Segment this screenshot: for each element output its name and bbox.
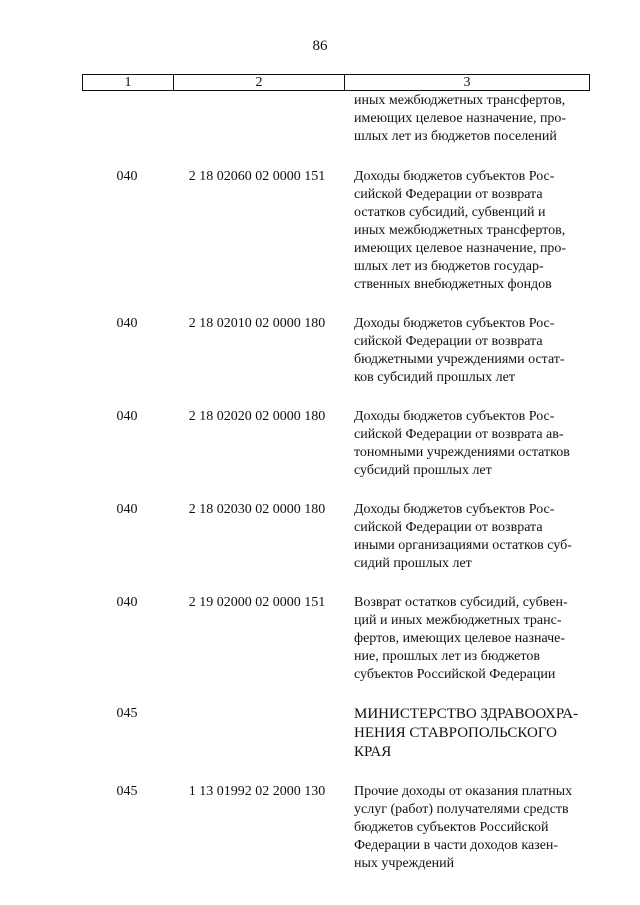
row-ministry-name [342, 705, 590, 762]
table-row [82, 315, 590, 387]
row-code [82, 92, 172, 146]
row-budget-classification-code: 2 19 02000 02 0000 151 [188, 595, 326, 610]
description-line: субъектов Российской Федерации [354, 667, 556, 682]
description-line: Федерации в части доходов казен- [354, 838, 559, 853]
description-line: фертов, имеющих целевое назначе- [354, 631, 566, 646]
table-row [82, 501, 590, 573]
description-line: Доходы бюджетов субъектов Рос- [354, 502, 555, 517]
description-line: ственных внебюджетных фондов [354, 277, 552, 292]
description-line: сидий прошлых лет [354, 556, 472, 571]
description-line: услуг (работ) получателями средств [354, 802, 569, 817]
description-line: Доходы бюджетов субъектов Рос- [354, 409, 555, 424]
description-line: бюджетов субъектов Российской [354, 820, 549, 835]
row-description [342, 92, 590, 146]
row-code: 040 [116, 409, 138, 424]
description-line: НЕНИЯ СТАВРОПОЛЬСКОГО [354, 725, 557, 741]
table-header [82, 74, 590, 91]
row-code: 040 [116, 169, 138, 184]
row-budget-classification-code: 2 18 02020 02 0000 180 [188, 409, 326, 424]
description-line: Доходы бюджетов субъектов Рос- [354, 169, 555, 184]
description-line: Прочие доходы от оказания платных [354, 784, 573, 799]
row-budget-classification-code: 2 18 02030 02 0000 180 [188, 502, 326, 517]
description-line: сийской Федерации от возврата [354, 187, 543, 202]
description-line: ков субсидий прошлых лет [354, 370, 515, 385]
row-code: 045 [116, 706, 138, 721]
description-line: Доходы бюджетов субъектов Рос- [354, 316, 555, 331]
row-budget-classification-code: 2 18 02010 02 0000 180 [188, 316, 326, 331]
table-row [82, 705, 590, 762]
table-row [82, 783, 590, 873]
description-line: ций и иных межбюджетных транс- [354, 613, 562, 628]
row-code: 040 [116, 316, 138, 331]
column-header-3: 3 [344, 75, 589, 90]
description-line: шлых лет из бюджетов поселений [354, 129, 557, 144]
description-line: бюджетными учреждениями остат- [354, 352, 565, 367]
row-description [342, 408, 590, 480]
row-code: 045 [116, 784, 138, 799]
description-line: иными организациями остатков суб- [354, 538, 572, 553]
row-budget-classification-code: 1 13 01992 02 2000 130 [188, 784, 326, 799]
row-code: 040 [116, 595, 138, 610]
description-line: сийской Федерации от возврата ав- [354, 427, 564, 442]
description-line: иных межбюджетных трансфертов, [354, 223, 566, 238]
row-budget-classification-code: 2 18 02060 02 0000 151 [188, 169, 326, 184]
row-description [342, 501, 590, 573]
description-line: ние, прошлых лет из бюджетов [354, 649, 540, 664]
column-header-2: 2 [173, 75, 344, 90]
table-row [82, 168, 590, 294]
column-header-1: 1 [124, 75, 132, 90]
page-number: 86 [312, 38, 328, 54]
row-description [342, 168, 590, 294]
description-line: КРАЯ [354, 744, 392, 760]
description-line: МИНИСТЕРСТВО ЗДРАВООХРА- [354, 706, 579, 722]
row-description [342, 594, 590, 684]
row-description [342, 315, 590, 387]
table-row [82, 408, 590, 480]
description-line: сийской Федерации от возврата [354, 520, 543, 535]
description-line: тономными учреждениями остатков [354, 445, 570, 460]
table-body [82, 92, 590, 873]
description-line: имеющих целевое назначение, про- [354, 111, 567, 126]
table-row [82, 92, 590, 146]
row-description [342, 783, 590, 873]
description-line: остатков субсидий, субвенций и [354, 205, 546, 220]
row-budget-classification-code [172, 92, 342, 146]
description-line: сийской Федерации от возврата [354, 334, 543, 349]
description-line: субсидий прошлых лет [354, 463, 492, 478]
row-code: 040 [116, 502, 138, 517]
row-budget-classification-code [172, 705, 342, 762]
description-line: иных межбюджетных трансфертов, [354, 93, 566, 108]
description-line: имеющих целевое назначение, про- [354, 241, 567, 256]
description-line: ных учреждений [354, 856, 455, 871]
description-line: шлых лет из бюджетов государ- [354, 259, 544, 274]
description-line: Возврат остатков субсидий, субвен- [354, 595, 568, 610]
table-row [82, 594, 590, 684]
